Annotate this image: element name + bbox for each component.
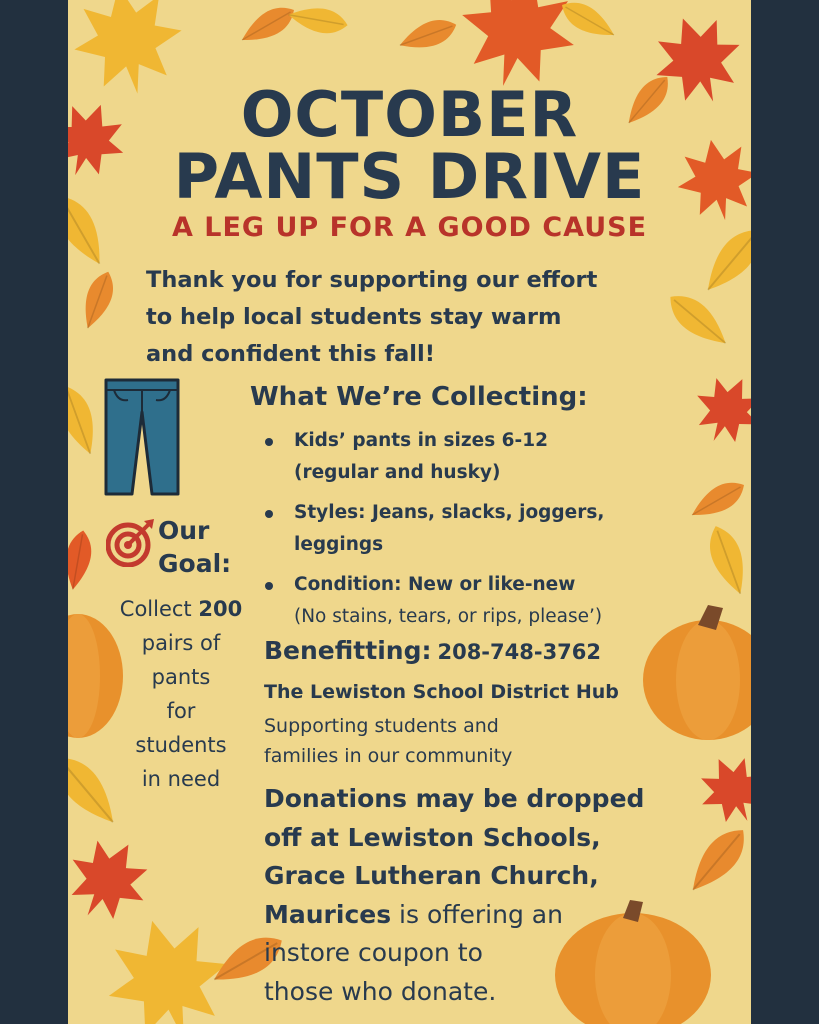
item-line: (regular and husky) [294, 462, 501, 483]
store-name: Maurices [264, 899, 392, 929]
intro-line: Thank you for supporting our effort [146, 267, 598, 293]
title-line-1: OCTOBER [240, 78, 579, 151]
desc-line: families in our community [264, 745, 513, 767]
bullet-icon [265, 438, 273, 446]
title-line-2: PANTS DRIVE [173, 140, 646, 213]
goal-line: students [135, 733, 227, 757]
item-line: Styles: Jeans, slacks, joggers, [294, 502, 605, 523]
goal-count: 200 [198, 597, 243, 621]
item-line: Kids’ pants in sizes 6-12 [294, 430, 548, 451]
poster [68, 0, 751, 1024]
goal-heading-line: Goal: [158, 549, 232, 578]
item-line: (No stains, tears, or rips, please’) [294, 606, 603, 627]
goal-line: pairs of [141, 631, 221, 655]
drop-line: is offering an [391, 899, 563, 929]
list-item [256, 497, 676, 561]
intro-line: and confident this fall! [146, 341, 435, 367]
collecting-list [256, 425, 676, 641]
goal-line: pants [151, 665, 211, 689]
goal-collect-word: Collect [119, 597, 192, 621]
pants-icon [104, 378, 180, 498]
benefitting-description [264, 711, 624, 771]
goal-line-collect [106, 592, 256, 626]
subtitle: A LEG UP FOR A GOOD CAUSE [171, 212, 648, 243]
phone-number: 208-748-3762 [437, 640, 602, 664]
dropoff-text [264, 780, 704, 1011]
drop-line: off at Lewiston Schools, [264, 822, 601, 852]
desc-line: Supporting students and [264, 715, 499, 737]
benefitting-heading [264, 636, 601, 665]
benefitting-label: Benefitting: [264, 636, 432, 665]
collecting-heading: What We’re Collecting: [250, 382, 588, 412]
list-item [256, 569, 676, 633]
item-line: leggings [294, 534, 384, 555]
item-line: Condition: New or like-new [294, 574, 576, 595]
drop-line: Donations may be dropped [264, 784, 645, 813]
goal-heading [158, 514, 258, 580]
bullet-icon [265, 582, 273, 590]
drop-line: Grace Lutheran Church, [264, 861, 599, 890]
intro-text [146, 262, 686, 373]
bullet-icon [265, 510, 273, 518]
goal-line: in need [141, 767, 221, 791]
drop-line: instore coupon to [264, 938, 483, 967]
intro-line: to help local students stay warm [146, 304, 562, 330]
benefitting-org: The Lewiston School District Hub [264, 681, 619, 703]
drop-line: those who donate. [264, 976, 497, 1006]
goal-line: for [166, 699, 196, 723]
target-icon [106, 517, 156, 567]
goal-description [106, 592, 256, 796]
goal-heading-line: Our [158, 516, 210, 545]
list-item [256, 425, 676, 489]
